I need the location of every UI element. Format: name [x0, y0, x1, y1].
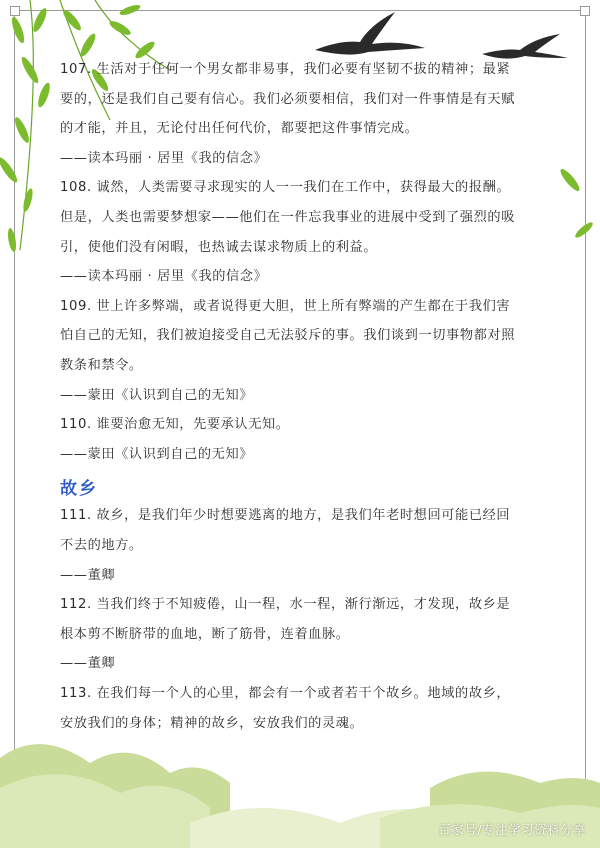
page-frame-right: [585, 10, 586, 848]
text-line: 109. 世上许多弊端，或者说得更大胆，世上所有弊端的产生都在于我们害: [60, 298, 511, 314]
text-line: 引，使他们没有闲暇，也热诚去谋求物质上的利益。: [60, 239, 378, 255]
text-line: 112. 当我们终于不知疲倦，山一程，水一程，渐行渐远，才发现，故乡是: [60, 597, 511, 613]
text-line: 111. 故乡，是我们年少时想要逃离的地方，是我们年老时想回可能已经回: [60, 508, 511, 524]
text-line: 108. 诚然，人类需要寻求现实的人一一我们在工作中，获得最大的报酬。: [60, 180, 511, 196]
text-line: 根本剪不断脐带的血地，断了筋骨，连着血脉。: [60, 626, 350, 642]
text-line: 113. 在我们每一个人的心里，都会有一个或者若干个故乡。地域的故乡，: [60, 686, 511, 701]
text-line: ——读本玛丽 · 居里《我的信念》: [60, 150, 268, 166]
text-line: 107. 生活对于任何一个男女都非易事，我们必要有坚韧不拔的精神；最紧: [60, 62, 511, 77]
text-line: 但是，人类也需要梦想家——他们在一件忘我事业的进展中受到了强烈的吸: [60, 210, 515, 225]
text-line: ——蒙田《认识到自己的无知》: [60, 446, 254, 462]
watermark: 百家号/专注学习资料分享: [438, 822, 586, 837]
text-line: ——蒙田《认识到自己的无知》: [60, 387, 254, 403]
text-line: 教条和禁令。: [60, 358, 143, 373]
text-line: ——董卿: [60, 656, 116, 672]
text-line: 安放我们的身体；精神的故乡，安放我们的灵魂。: [60, 715, 364, 731]
text-line: ——读本玛丽 · 居里《我的信念》: [60, 269, 268, 285]
section-heading: 故乡: [60, 479, 98, 500]
text-line: 怕自己的无知，我们被迫接受自己无法驳斥的事。我们谈到一切事物都对照: [60, 328, 515, 344]
text-line: 的才能，并且，无论付出任何代价，都要把这件事情完成。: [60, 121, 419, 137]
swallow-icon: [310, 10, 430, 60]
frame-corner-tr: [580, 6, 590, 16]
text-line: ——董卿: [60, 567, 116, 583]
text-line: 要的，还是我们自己要有信心。我们必须要相信，我们对一件事情是有天赋: [60, 91, 515, 107]
text-line: 110. 谁要治愈无知，先要承认无知。: [60, 417, 290, 433]
text-line: 不去的地方。: [60, 538, 143, 553]
